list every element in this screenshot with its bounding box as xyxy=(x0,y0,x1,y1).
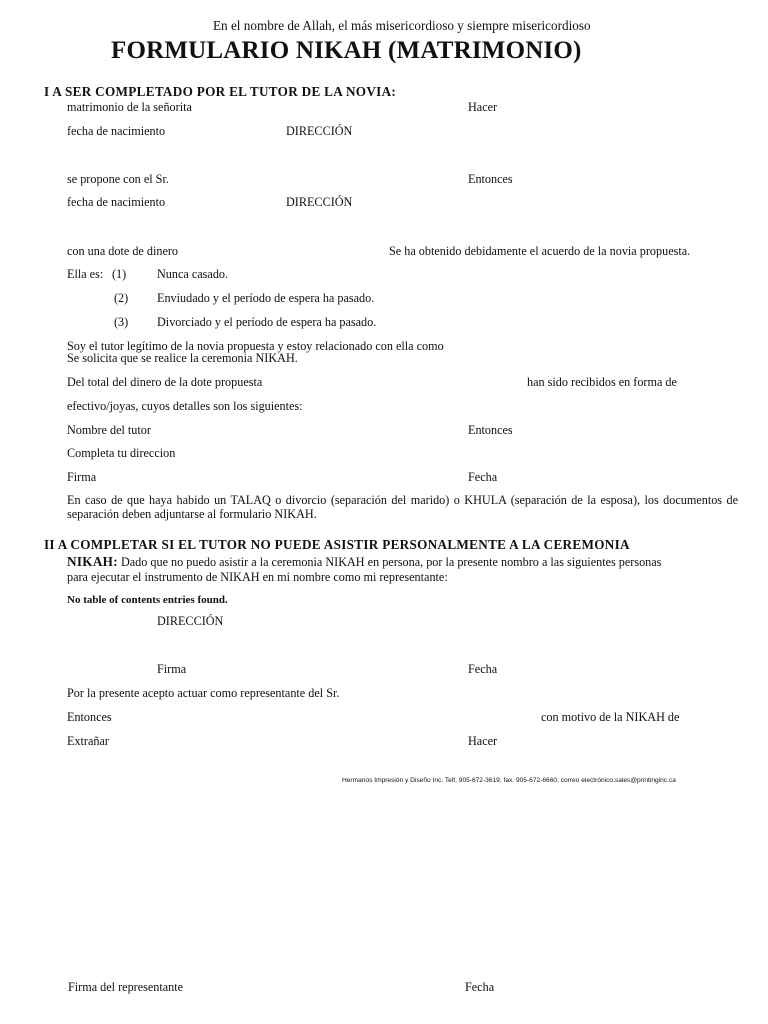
section2-intro-line xyxy=(67,555,661,569)
toc-note: No table of contents entries found. xyxy=(67,594,228,606)
bottom-date-label: Fecha xyxy=(465,980,495,994)
nikah-bold-label: NIKAH: xyxy=(67,554,118,569)
rep-signature-label: Firma xyxy=(157,662,187,676)
groom-dob-label: fecha de nacimiento xyxy=(67,195,166,209)
signature-label: Firma xyxy=(67,470,97,484)
hacer-label-2: Hacer xyxy=(468,734,498,748)
option-2-number: (2) xyxy=(114,291,129,305)
talaq-note: En caso de que haya habido un TALAQ o divorcio (separación del marido) o KHULA (separación de la esposa), los documentos de separación deben adjuntarse al formulario NIKAH. xyxy=(67,493,738,521)
rep-date-label: Fecha xyxy=(468,662,498,676)
guardian-name-label: Nombre del tutor xyxy=(67,423,151,437)
consent-statement: Se ha obtenido debidamente el acuerdo de la novia propuesta. xyxy=(389,244,691,258)
entonces-label: Entonces xyxy=(468,172,513,186)
entonces-label-2: Entonces xyxy=(468,423,513,437)
guardian-statement-line2: Se solicita que se realice la ceremonia NIKAH. xyxy=(67,351,298,365)
bride-dob-label: fecha de nacimiento xyxy=(67,124,166,138)
representative-signature-label: Firma del representante xyxy=(68,980,184,994)
proposed-with-label: se propone con el Sr. xyxy=(67,172,169,186)
section2-heading: II A COMPLETAR SI EL TUTOR NO PUEDE ASISTIR PERSONALMENTE A LA CEREMONIA xyxy=(44,537,630,552)
entonces-label-3: Entonces xyxy=(67,710,112,724)
option-1-text: Nunca casado. xyxy=(157,267,229,281)
cash-jewels-label: efectivo/joyas, cuyos detalles son los siguientes: xyxy=(67,399,303,413)
hacer-label: Hacer xyxy=(468,100,498,114)
printer-credit: Hermanos Impresión y Diseño Inc. Telf. 905-672-3619, fax. 905-672-6660, correo electrónico.sales@printinginc.ca xyxy=(342,777,676,784)
rep-address-label: DIRECCIÓN xyxy=(157,614,224,628)
full-address-label: Completa tu direccion xyxy=(67,446,176,460)
blessing-line: En el nombre de Allah, el más misericordioso y siempre misericordioso xyxy=(213,18,591,33)
bride-address-label: DIRECCIÓN xyxy=(286,124,353,138)
form-title: FORMULARIO NIKAH (MATRIMONIO) xyxy=(111,37,582,64)
option-2-text: Enviudado y el período de espera ha pasado. xyxy=(157,291,375,305)
accept-statement: Por la presente acepto actuar como representante del Sr. xyxy=(67,686,340,700)
marriage-of-label: matrimonio de la señorita xyxy=(67,100,192,114)
section2-intro-text: Dado que no puedo asistir a la ceremonia NIKAH en persona, por la presente nombro a las siguientes personas xyxy=(117,555,662,569)
option-3-number: (3) xyxy=(114,315,129,329)
section2-intro-line3: para ejecutar el instrumento de NIKAH en mi nombre como mi representante: xyxy=(67,570,448,584)
total-dowry-label: Del total del dinero de la dote propuesta xyxy=(67,375,263,389)
option-1-number: (1) xyxy=(112,267,127,281)
guardian-statement-line1: Soy el tutor legítimo de la novia propuesta y estoy relacionado con ella como xyxy=(67,339,444,353)
option-3-text: Divorciado y el período de espera ha pasado. xyxy=(157,315,377,329)
section1-heading: I A SER COMPLETADO POR EL TUTOR DE LA NOVIA: xyxy=(44,84,397,99)
date-label: Fecha xyxy=(468,470,498,484)
she-is-label: Ella es: xyxy=(67,267,104,281)
groom-address-label: DIRECCIÓN xyxy=(286,195,353,209)
extranar-label: Extrañar xyxy=(67,734,109,748)
received-as-label: han sido recibidos en forma de xyxy=(527,375,677,389)
on-occasion-label: con motivo de la NIKAH de xyxy=(541,710,680,724)
dowry-label: con una dote de dinero xyxy=(67,244,179,258)
